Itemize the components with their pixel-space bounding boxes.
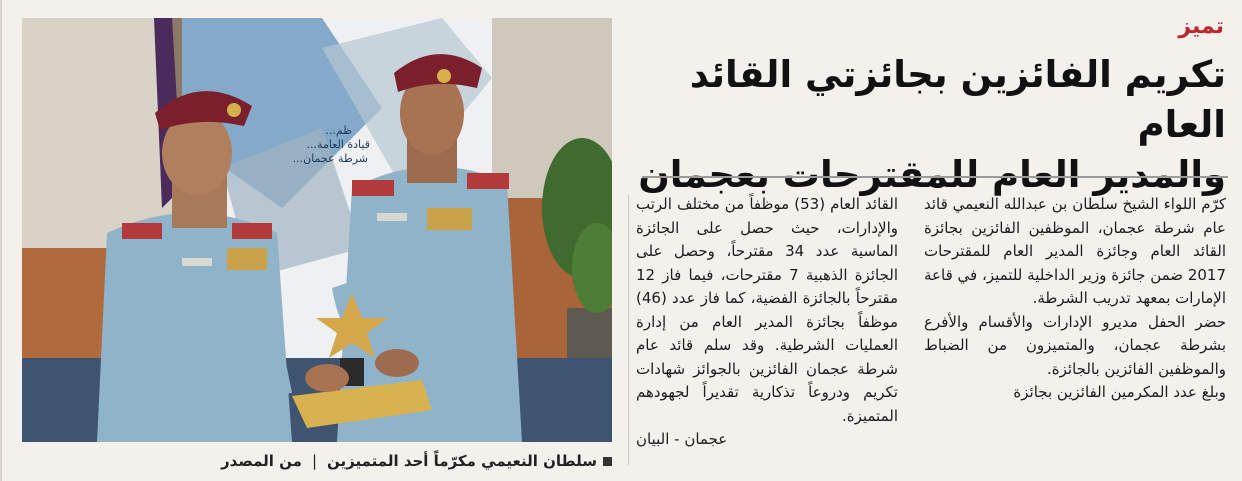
article-paragraph: القائد العام (53) موظفاً من مختلف الرتب والإدارات، حيث حصل على الجائزة الماسية عدد 34 مقترحاً، وحصل على الجائزة الذهبية 7 مقترحات، فيما فاز 12 مقترحاً بالجائزة الفضية، كما فاز عدد (46) موظفاً بجائزة المدير العام من إدارة العمليات الشرطية. وقد سلم قائد عام شرطة عجمان الفائزين بالجوائز شهادات تكريم ودروعاً تذكارية تقديراً لجهودهم المتميزة. [636, 195, 899, 425]
article-paragraph: كرّم اللواء الشيخ سلطان بن عبدالله النعيمي قائد عام شرطة عجمان، الموظفين الفائزين بجائزة القائد العام وجائزة المدير العام للمقترحات 2017 ضمن جائزة وزير الداخلية للتميز، في قاعة الإمارات بمعهد تدريب الشرطة. [924, 195, 1226, 307]
headline-divider [642, 176, 1228, 178]
article-dateline: عجمان - البيان [636, 430, 728, 448]
photo-credit: من المصدر [221, 452, 302, 470]
column-divider [628, 195, 629, 465]
caption-bullet [603, 457, 612, 466]
banner-text: ...ظم [325, 124, 352, 137]
article-column-right [924, 193, 1226, 405]
caption-text: سلطان النعيمي مكرّماً أحد المتميزين [327, 452, 597, 470]
award-ceremony-photo [22, 18, 612, 442]
article-paragraph: حضر الحفل مديرو الإدارات والأقسام والأفرع بشرطة عجمان، والمتميزون من الضباط والموظفين الفائزين بالجائزة. [924, 312, 1226, 378]
headline-line-2: والمدير العام للمقترحات بعجمان [638, 153, 1226, 196]
article-paragraph: وبلغ عدد المكرمين الفائزين بجائزة [1013, 383, 1226, 401]
caption-separator: | [311, 452, 317, 470]
section-tag: تميز [1178, 14, 1224, 39]
headline-line-1: تكريم الفائزين بجائزتي القائد العام [689, 53, 1226, 146]
article-photo [22, 18, 612, 442]
banner-text: ...شرطة عجمان [292, 152, 368, 165]
article-column-left [636, 193, 898, 452]
banner-text: ...قيادة العامة [306, 138, 370, 151]
photo-caption [22, 452, 612, 470]
